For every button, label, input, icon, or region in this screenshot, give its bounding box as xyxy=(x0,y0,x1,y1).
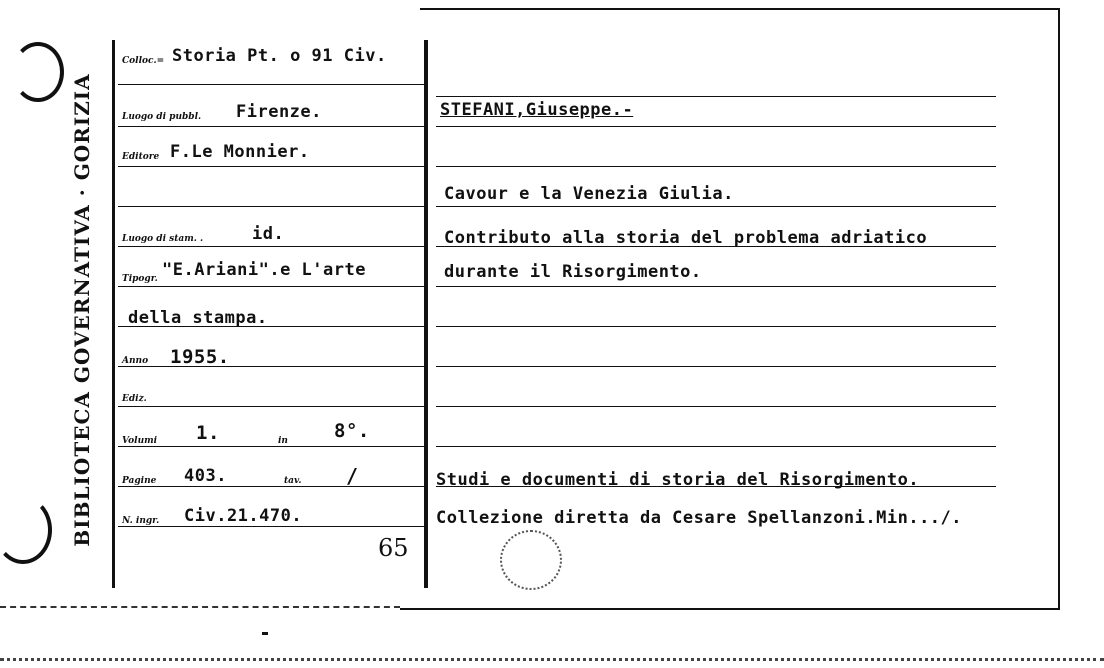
top-edge xyxy=(420,8,1060,10)
series-line-2: Collezione diretta da Cesare Spellanzoni.Min.../. xyxy=(436,508,963,528)
bottom-edge xyxy=(400,608,1060,610)
rule xyxy=(118,446,424,447)
rule xyxy=(436,406,996,407)
author: STEFANI,Giuseppe.- xyxy=(440,100,634,120)
editore-label: Editore xyxy=(122,152,160,162)
volumi-label: Volumi xyxy=(122,436,158,446)
volumi-in-label: in xyxy=(278,436,288,446)
rule xyxy=(118,366,424,367)
ingresso-label: N. ingr. xyxy=(122,516,160,526)
luogo-stampa-label: Luogo di stam. . xyxy=(122,234,204,244)
tipografia-value-line1: "E.Ariani".e L'arte xyxy=(162,260,366,280)
luogo-stampa-value: id. xyxy=(252,224,285,244)
edizione-label: Ediz. xyxy=(122,394,147,404)
luogo-pubbl-value: Firenze. xyxy=(236,102,322,122)
rule xyxy=(118,286,424,287)
left-column-border xyxy=(112,40,115,588)
rule xyxy=(118,406,424,407)
tipografia-value-line2: della stampa. xyxy=(128,308,268,328)
anno-value: 1955. xyxy=(170,346,230,368)
rule xyxy=(436,286,996,287)
rule xyxy=(436,126,996,127)
pagine-label: Pagine xyxy=(122,476,157,486)
series-line-1: Studi e documenti di storia del Risorgimento. xyxy=(436,470,920,490)
editore-value: F.Le Monnier. xyxy=(170,142,310,162)
rule xyxy=(436,446,996,447)
title-line-2: Contributo alla storia del problema adriatico xyxy=(444,228,928,248)
rule xyxy=(118,126,424,127)
pagine-value: 403. xyxy=(184,466,227,486)
rule xyxy=(118,486,424,487)
collocazione-label: Colloc.= xyxy=(122,56,165,66)
column-divider xyxy=(424,40,428,588)
rule xyxy=(436,206,996,207)
title-line-3: durante il Risorgimento. xyxy=(444,262,702,282)
volumi-format: 8°. xyxy=(334,420,370,442)
faint-stamp-mark xyxy=(500,530,562,590)
rule xyxy=(436,96,996,97)
punch-hole-bottom xyxy=(0,496,52,564)
ingresso-value: Civ.21.470. xyxy=(184,506,303,526)
institution-name: BIBLIOTECA GOVERNATIVA · GORIZIA xyxy=(70,73,94,547)
scan-edge-line xyxy=(0,658,1104,661)
rule xyxy=(118,84,424,85)
small-mark xyxy=(262,632,268,635)
rule xyxy=(118,206,424,207)
rule xyxy=(436,366,996,367)
volumi-value: 1. xyxy=(196,422,220,444)
rule xyxy=(436,166,996,167)
rule xyxy=(118,166,424,167)
tavole-label: tav. xyxy=(284,476,302,486)
rule xyxy=(118,246,424,247)
title-line-1: Cavour e la Venezia Giulia. xyxy=(444,184,734,204)
right-edge xyxy=(1058,10,1060,610)
punch-hole-top xyxy=(12,42,64,102)
anno-label: Anno xyxy=(122,356,149,366)
handwritten-number: 65 xyxy=(378,534,409,562)
collocazione-value: Storia Pt. o 91 Civ. xyxy=(172,46,387,66)
bottom-dashed-line xyxy=(0,606,400,608)
rule xyxy=(436,326,996,327)
luogo-pubbl-label: Luogo di pubbl. xyxy=(122,112,202,122)
rule xyxy=(118,526,424,527)
tipografia-label: Tipogr. xyxy=(122,274,158,284)
institution-stamp xyxy=(62,60,102,560)
tavole-value: / xyxy=(346,464,359,488)
